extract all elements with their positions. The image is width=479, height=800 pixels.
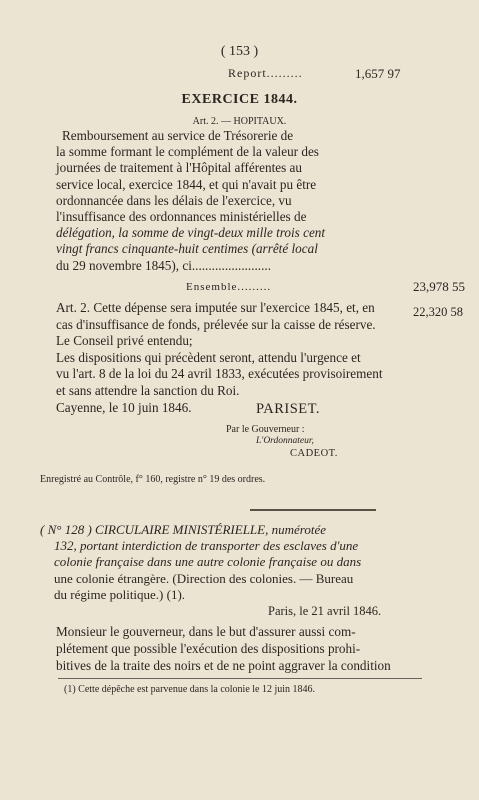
circular-heading: [40, 522, 361, 603]
amount-value: 22,320 58: [413, 305, 463, 319]
text-line: plétement que possible l'exécution des dispositions prohi-: [56, 640, 361, 656]
text-line: Remboursement au service de Trésorerie de: [62, 128, 294, 143]
footnote: (1) Cette dépêche est parvenue dans la colonie le 12 juin 1846.: [64, 684, 316, 695]
ensemble-label: Ensemble.........: [186, 281, 272, 293]
text-line: et sans attendre la sanction du Roi.: [56, 382, 240, 398]
text-line: du 29 novembre 1845), ci........................: [56, 257, 271, 273]
text-line: délégation, la somme de vingt-deux mille trois cent: [56, 225, 326, 241]
text-line: ( N° 128 ) CIRCULAIRE MINISTÉRIELLE, numérotée: [40, 522, 326, 537]
text-line: l'insuffisance des ordonnances ministérielles de: [56, 209, 307, 225]
text-line: vingt francs cinquante-huit centimes (arrêté local: [56, 241, 318, 257]
by-governor: Par le Gouverneur :: [226, 424, 305, 435]
cadeot-signature: CADEOT.: [290, 448, 338, 459]
text-line: du régime politique.) (1).: [54, 586, 186, 602]
article-body: [56, 300, 382, 416]
text-line: Cayenne, le 10 juin 1846.: [56, 399, 192, 415]
text-line: colonie française dans une autre colonie française ou dans: [54, 554, 362, 570]
text-line: Le Conseil privé entendu;: [56, 333, 193, 349]
text-line: bitives de la traite des noirs et de ne point aggraver la condition: [56, 657, 391, 673]
letter-body: [56, 624, 391, 674]
ordonnateur: L'Ordonnateur,: [256, 436, 314, 446]
section-divider: [250, 509, 376, 511]
text-line: la somme formant le complément de la valeur des: [56, 144, 319, 160]
registration-note: Enregistré au Contrôle, f° 160, registre n° 19 des ordres.: [40, 474, 266, 485]
report-line: [228, 66, 401, 81]
text-line: cas d'insuffisance de fonds, prélevée sur la caisse de réserve.: [56, 316, 376, 332]
text-line: 132, portant interdiction de transporter des esclaves d'une: [54, 538, 359, 554]
footnote-rule: [58, 678, 422, 679]
text-line: ordonnancée dans les délais de l'exercice, vu: [56, 192, 292, 208]
text-line: Monsieur le gouverneur, dans le but d'assurer aussi com-: [56, 624, 356, 639]
paris-date: Paris, le 21 avril 1846.: [268, 604, 382, 618]
text-line: Les dispositions qui précèdent seront, attendu l'urgence et: [56, 349, 361, 365]
text-line: vu l'art. 8 de la loi du 24 avril 1833, exécutées provisoirement: [56, 366, 383, 382]
report-value: 1,657 97: [355, 66, 401, 81]
ensemble-value: 23,978 55: [413, 279, 465, 294]
signatory: PARISET.: [256, 401, 321, 417]
article-title: Art. 2. — HOPITAUX.: [192, 116, 287, 127]
page-number: ( 153 ): [220, 44, 259, 59]
exercise-heading: EXERCICE 1844.: [181, 92, 298, 107]
text-line: service local, exercice 1844, et qui n'avait pu être: [56, 176, 317, 192]
text-line: Art. 2. Cette dépense sera imputée sur l'exercice 1845, et, en: [56, 300, 375, 315]
text-line: une colonie étrangère. (Direction des colonies. — Bureau: [54, 570, 354, 586]
report-label: Report.........: [228, 66, 303, 80]
text-line: journées de traitement à l'Hôpital afférentes au: [56, 160, 302, 176]
